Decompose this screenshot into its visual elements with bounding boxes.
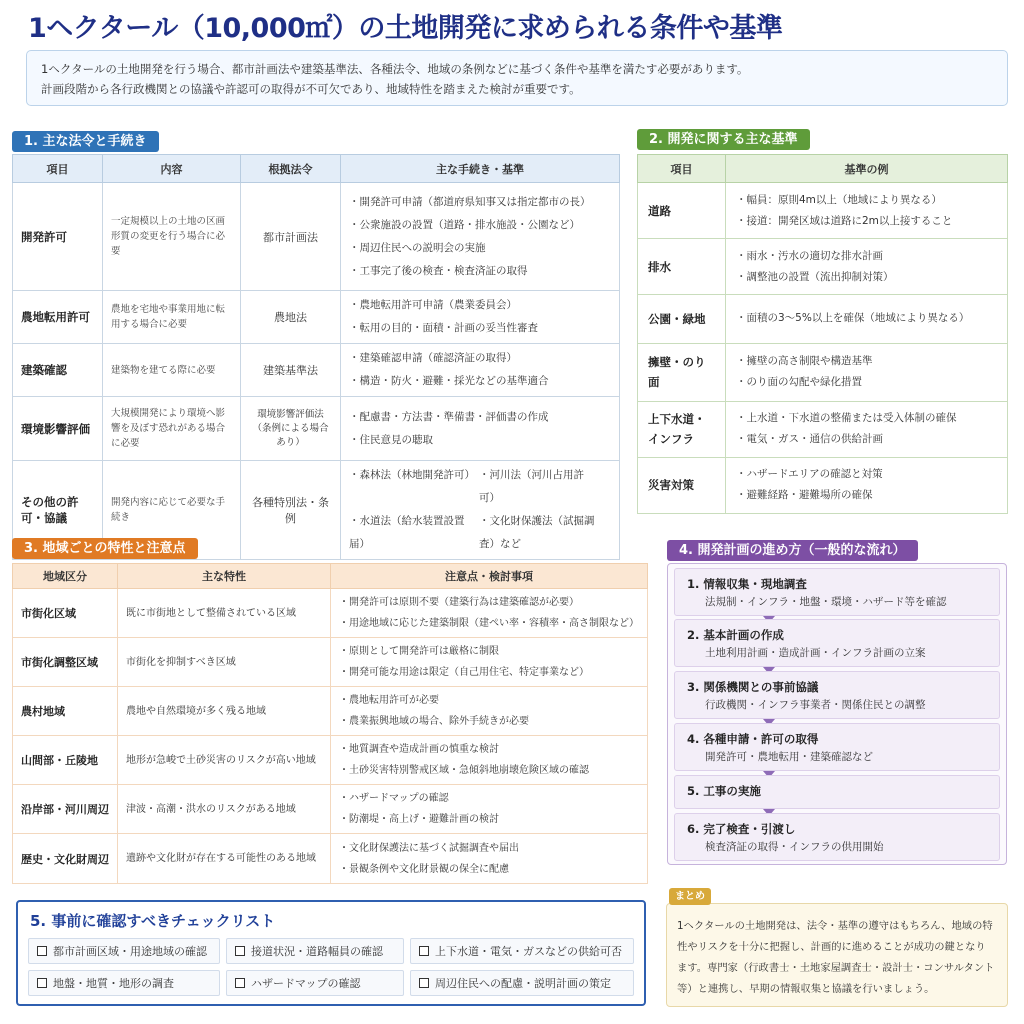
procedure-item: ・工事完了後の検査・検査済証の取得 bbox=[349, 264, 528, 277]
col-header: 基準の例 bbox=[726, 155, 1008, 183]
procedure-item: ・住民意見の聴取 bbox=[349, 433, 433, 446]
checklist-label: 接道状況・道路幅員の確認 bbox=[251, 945, 383, 958]
col-header: 主な手続き・基準 bbox=[341, 155, 620, 183]
checklist-item[interactable] bbox=[226, 938, 404, 964]
page-title: 1ヘクタール（10,000㎡）の土地開発に求められる条件や基準 bbox=[28, 13, 783, 44]
row-item: 市街化区域 bbox=[13, 589, 118, 638]
row-item: 農村地域 bbox=[13, 687, 118, 736]
flow-step bbox=[674, 671, 1000, 719]
intro-line: 1ヘクタールの土地開発を行う場合、都市計画法や建築基準法、各種法令、地域の条例などに基づく条件や基準を満たす必要があります。 bbox=[41, 62, 749, 76]
step-title: 5. 工事の実施 bbox=[687, 784, 761, 798]
standard-item: ・調整池の設置（流出抑制対策） bbox=[736, 270, 894, 283]
row-notes bbox=[331, 687, 648, 736]
procedure-item: ・構造・防火・避難・採光などの基準適合 bbox=[349, 375, 549, 387]
summary-line: 性やリスクを十分に把握し、計画的に進めることが成功の鍵となり bbox=[677, 941, 986, 953]
row-standards bbox=[726, 183, 1008, 239]
row-item: 市街化調整区域 bbox=[13, 638, 118, 687]
section1-label: 1. 主な法令と手続き bbox=[12, 131, 159, 152]
row-item: 農地転用許可 bbox=[13, 291, 103, 344]
step-title: 3. 関係機関との事前協議 bbox=[687, 680, 819, 694]
summary-line: 1ヘクタールの土地開発は、法令・基準の遵守はもちろん、地域の特 bbox=[677, 920, 993, 932]
table-row bbox=[638, 239, 1008, 295]
table-row bbox=[13, 687, 648, 736]
step-desc: 法規制・インフラ・地盤・環境・ハザード等を確認 bbox=[705, 596, 947, 608]
procedure-item: ・農地転用許可申請（農業委員会） bbox=[349, 299, 517, 311]
other-permits-grid bbox=[349, 464, 611, 556]
table-row bbox=[13, 183, 620, 291]
table-row bbox=[638, 343, 1008, 401]
procedure-item: ・周辺住民への説明会の実施 bbox=[349, 241, 486, 254]
row-feature: 津波・高潮・洪水のリスクがある地域 bbox=[118, 785, 331, 834]
row-notes bbox=[331, 638, 648, 687]
row-law: 都市計画法 bbox=[241, 183, 341, 291]
checkbox-icon[interactable] bbox=[37, 946, 47, 956]
col-header: 項目 bbox=[638, 155, 726, 183]
row-law: 各種特別法・条例 bbox=[241, 461, 341, 560]
row-content: 建築物を建てる際に必要 bbox=[103, 344, 241, 397]
procedure-item: ・建築確認申請（確認済証の取得） bbox=[349, 352, 517, 364]
intro-line: 計画段階から各行政機関との協議や許認可の取得が不可欠であり、地域特性を踏まえた検討が重要です。 bbox=[41, 82, 581, 96]
checklist-item[interactable] bbox=[410, 938, 634, 964]
row-item: 開発許可 bbox=[13, 183, 103, 291]
note-item: ・開発可能な用途は限定（自己用住宅、特定事業など） bbox=[339, 667, 589, 678]
flow-step bbox=[674, 775, 1000, 809]
standard-item: ・接道：開発区域は道路に2m以上接すること bbox=[736, 214, 953, 227]
checkbox-icon[interactable] bbox=[419, 946, 429, 956]
row-feature: 地形が急峻で土砂災害のリスクが高い地域 bbox=[118, 736, 331, 785]
table-row bbox=[13, 785, 648, 834]
flow-step bbox=[674, 813, 1000, 861]
summary-tag: まとめ bbox=[669, 888, 711, 905]
col-header: 注意点・検討事項 bbox=[331, 564, 648, 589]
row-procedures bbox=[341, 397, 620, 461]
table-row bbox=[13, 291, 620, 344]
step-desc: 行政機関・インフラ事業者・関係住民との調整 bbox=[705, 699, 926, 711]
flow-step bbox=[674, 568, 1000, 616]
note-item: ・用途地域に応じた建築制限（建ぺい率・容積率・高さ制限など） bbox=[339, 618, 639, 629]
note-item: ・景観条例や文化財景観の保全に配慮 bbox=[339, 863, 509, 875]
section4-label: 4. 開発計画の進め方（一般的な流れ） bbox=[667, 540, 918, 561]
laws-table bbox=[12, 154, 620, 560]
row-notes bbox=[331, 736, 648, 785]
row-feature: 農地や自然環境が多く残る地域 bbox=[118, 687, 331, 736]
standard-item: ・上水道・下水道の整備または受入体制の確保 bbox=[736, 412, 957, 425]
row-feature: 既に市街地として整備されている区域 bbox=[118, 589, 331, 638]
checklist-label: ハザードマップの確認 bbox=[251, 977, 361, 990]
step-title: 4. 各種申請・許可の取得 bbox=[687, 732, 819, 746]
flow-step bbox=[674, 619, 1000, 667]
section2-label: 2. 開発に関する主な基準 bbox=[637, 129, 810, 150]
checkbox-icon[interactable] bbox=[235, 946, 245, 956]
row-standards bbox=[726, 343, 1008, 401]
row-item: 山間部・丘陵地 bbox=[13, 736, 118, 785]
note-item: ・地質調査や造成計画の慎重な検討 bbox=[339, 744, 499, 755]
regions-table bbox=[12, 563, 648, 884]
checkbox-icon[interactable] bbox=[37, 978, 47, 988]
note-item: ・土砂災害特別警戒区域・急傾斜地崩壊危険区域の確認 bbox=[339, 765, 589, 776]
col-header: 項目 bbox=[13, 155, 103, 183]
row-item: その他の許可・協議 bbox=[13, 461, 103, 560]
row-item: 歴史・文化財周辺 bbox=[13, 834, 118, 884]
procedure-item: ・森林法（林地開発許可） bbox=[349, 469, 475, 481]
table-row bbox=[13, 589, 648, 638]
table-row bbox=[638, 295, 1008, 343]
row-standards bbox=[726, 457, 1008, 513]
checkbox-icon[interactable] bbox=[235, 978, 245, 988]
procedure-item: ・河川法（河川占用許可） bbox=[479, 469, 584, 504]
standards-table bbox=[637, 154, 1008, 514]
checklist-label: 上下水道・電気・ガスなどの供給可否 bbox=[435, 945, 622, 958]
row-item: 排水 bbox=[638, 239, 726, 295]
standard-item: ・雨水・汚水の適切な排水計画 bbox=[736, 249, 883, 262]
row-feature: 遺跡や文化財が存在する可能性のある地域 bbox=[118, 834, 331, 884]
row-standards bbox=[726, 295, 1008, 343]
intro-box bbox=[26, 50, 1008, 106]
table-row bbox=[13, 397, 620, 461]
step-desc: 開発許可・農地転用・建築確認など bbox=[705, 751, 873, 763]
step-title: 1. 情報収集・現地調査 bbox=[687, 577, 807, 591]
standard-item: ・幅員：原則4m以上（地域により異なる） bbox=[736, 193, 942, 206]
checklist-item[interactable] bbox=[410, 970, 634, 996]
step-desc: 土地利用計画・造成計画・インフラ計画の立案 bbox=[705, 647, 926, 659]
procedure-item: ・転用の目的・面積・計画の妥当性審査 bbox=[349, 322, 538, 334]
row-item: 建築確認 bbox=[13, 344, 103, 397]
section5-label: 5. 事前に確認すべきチェックリスト bbox=[30, 912, 276, 930]
row-content: 開発内容に応じて必要な手続き bbox=[103, 461, 241, 560]
table-row bbox=[13, 834, 648, 884]
checklist-label: 地盤・地質・地形の調査 bbox=[53, 977, 174, 990]
row-standards bbox=[726, 239, 1008, 295]
row-procedures bbox=[341, 344, 620, 397]
note-item: ・農地転用許可が必要 bbox=[339, 695, 439, 706]
note-item: ・農業振興地域の場合、除外手続きが必要 bbox=[339, 716, 529, 727]
row-item: 上下水道・インフラ bbox=[638, 401, 726, 457]
col-header: 内容 bbox=[103, 155, 241, 183]
standard-item: ・ハザードエリアの確認と対策 bbox=[736, 468, 883, 481]
standard-item: ・電気・ガス・通信の供給計画 bbox=[736, 433, 883, 446]
row-law: 建築基準法 bbox=[241, 344, 341, 397]
row-content: 一定規模以上の土地の区画形質の変更を行う場合に必要 bbox=[103, 183, 241, 291]
row-procedures bbox=[341, 461, 620, 560]
table-row bbox=[13, 736, 648, 785]
col-header: 根拠法令 bbox=[241, 155, 341, 183]
row-feature: 市街化を抑制すべき区域 bbox=[118, 638, 331, 687]
row-content: 農地を宅地や事業用地に転用する場合に必要 bbox=[103, 291, 241, 344]
row-item: 道路 bbox=[638, 183, 726, 239]
process-flow bbox=[667, 563, 1007, 865]
step-title: 6. 完了検査・引渡し bbox=[687, 822, 796, 836]
checklist-item[interactable] bbox=[226, 970, 404, 996]
note-item: ・原則として開発許可は厳格に制限 bbox=[339, 646, 499, 657]
row-notes bbox=[331, 785, 648, 834]
summary-line: 等）と連携し、早期の情報収集と協議を行いましょう。 bbox=[677, 983, 935, 995]
checklist-panel bbox=[16, 900, 646, 1006]
row-notes bbox=[331, 589, 648, 638]
checklist-item[interactable] bbox=[28, 970, 220, 996]
standard-item: ・避難経路・避難場所の確保 bbox=[736, 489, 873, 502]
step-title: 2. 基本計画の作成 bbox=[687, 628, 784, 642]
procedure-item: ・配慮書・方法書・準備書・評価書の作成 bbox=[349, 410, 549, 423]
row-item: 公園・緑地 bbox=[638, 295, 726, 343]
row-item: 環境影響評価 bbox=[13, 397, 103, 461]
table-row bbox=[13, 344, 620, 397]
summary-box bbox=[666, 903, 1008, 1007]
row-item: 沿岸部・河川周辺 bbox=[13, 785, 118, 834]
flow-step bbox=[674, 723, 1000, 771]
row-law: 農地法 bbox=[241, 291, 341, 344]
standard-item: ・擁壁の高さ制限や構造基準 bbox=[736, 355, 873, 368]
standard-item: ・のり面の勾配や緑化措置 bbox=[736, 376, 862, 389]
row-procedures bbox=[341, 183, 620, 291]
table-row bbox=[638, 183, 1008, 239]
procedure-item: ・開発許可申請（都道府県知事又は指定都市の長） bbox=[349, 195, 591, 208]
note-item: ・ハザードマップの確認 bbox=[339, 793, 449, 804]
note-item: ・防潮堤・高上げ・避難計画の検討 bbox=[339, 814, 499, 825]
checklist-label: 周辺住民への配慮・説明計画の策定 bbox=[435, 977, 611, 990]
row-item: 擁壁・のり面 bbox=[638, 343, 726, 401]
table-row bbox=[13, 638, 648, 687]
checkbox-icon[interactable] bbox=[419, 978, 429, 988]
checklist-item[interactable] bbox=[28, 938, 220, 964]
note-item: ・開発許可は原則不要（建築行為は建築確認が必要） bbox=[339, 597, 579, 608]
standard-item: ・面積の3～5%以上を確保（地域により異なる） bbox=[736, 312, 970, 325]
col-header: 主な特性 bbox=[118, 564, 331, 589]
row-procedures bbox=[341, 291, 620, 344]
col-header: 地域区分 bbox=[13, 564, 118, 589]
row-standards bbox=[726, 401, 1008, 457]
step-desc: 検査済証の取得・インフラの供用開始 bbox=[705, 841, 884, 853]
row-notes bbox=[331, 834, 648, 884]
table-row bbox=[638, 401, 1008, 457]
section3-label: 3. 地域ごとの特性と注意点 bbox=[12, 538, 198, 559]
row-law: 環境影響評価法（条例による場合あり） bbox=[241, 397, 341, 461]
row-content: 大規模開発により環境へ影響を及ぼす恐れがある場合に必要 bbox=[103, 397, 241, 461]
procedure-item: ・公衆施設の設置（道路・排水施設・公園など） bbox=[349, 218, 580, 231]
table-row bbox=[638, 457, 1008, 513]
procedure-item: ・文化財保護法（試掘調査）など bbox=[479, 515, 595, 550]
note-item: ・文化財保護法に基づく試掘調査や届出 bbox=[339, 842, 519, 854]
checklist-label: 都市計画区域・用途地域の確認 bbox=[53, 945, 207, 958]
row-item: 災害対策 bbox=[638, 457, 726, 513]
procedure-item: ・水道法（給水装置設置届） bbox=[349, 515, 465, 550]
summary-line: ます。専門家（行政書士・土地家屋調査士・設計士・コンサルタント bbox=[677, 962, 995, 974]
